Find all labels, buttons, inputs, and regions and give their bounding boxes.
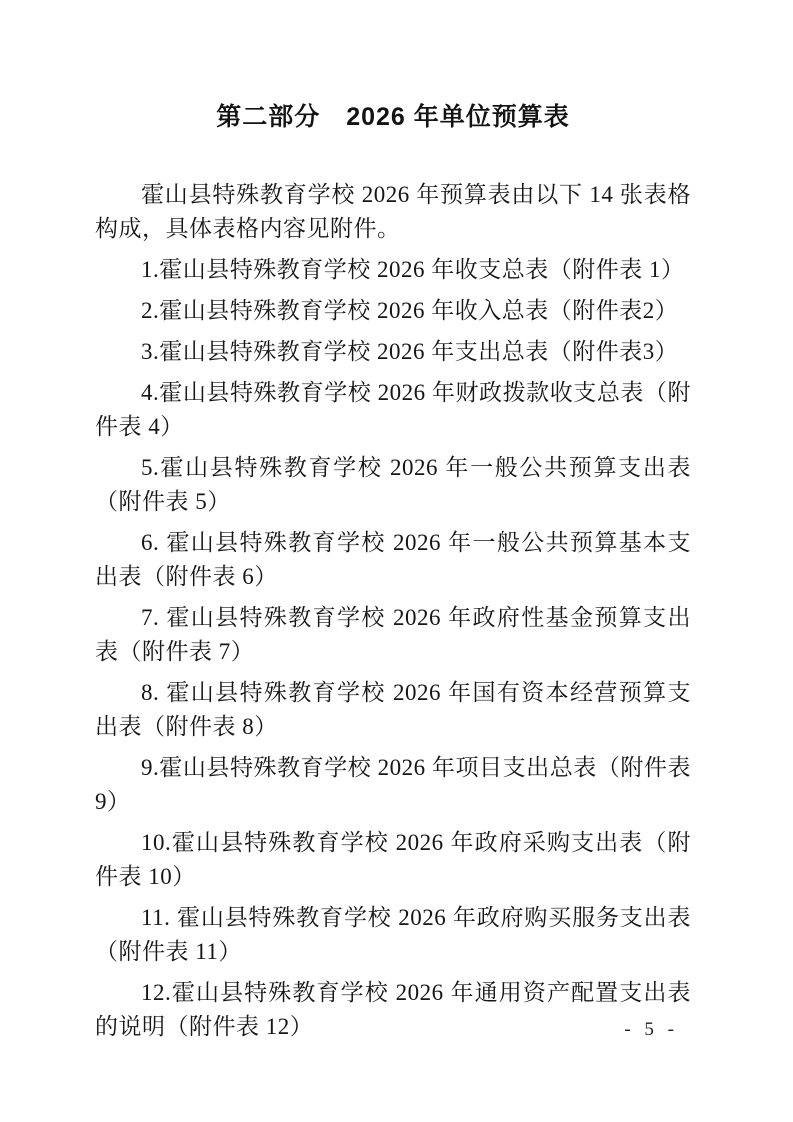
list-item: 11. 霍山县特殊教育学校 2026 年政府购买服务支出表（附件表 11） — [95, 905, 691, 964]
list-item: 7. 霍山县特殊教育学校 2026 年政府性基金预算支出表（附件表 7） — [95, 605, 691, 664]
page-title: 第二部分 2026 年单位预算表 — [216, 103, 570, 131]
list-item: 8. 霍山县特殊教育学校 2026 年国有资本经营预算支出表（附件表 8） — [95, 680, 691, 739]
intro-paragraph: 霍山县特殊教育学校 2026 年预算表由以下 14 张表格构成，具体表格内容见附件。 — [95, 182, 691, 241]
list-item: 1.霍山县特殊教育学校 2026 年收支总表（附件表 1） — [141, 257, 685, 282]
list-item: 6. 霍山县特殊教育学校 2026 年一般公共预算基本支出表（附件表 6） — [95, 530, 691, 589]
list-item: 5.霍山县特殊教育学校 2026 年一般公共预算支出表（附件表 5） — [95, 455, 691, 514]
page-number: - 5 - — [624, 1019, 675, 1040]
list-item: 4.霍山县特殊教育学校 2026 年财政拨款收支总表（附件表 4） — [95, 380, 691, 439]
page-content — [95, 0, 691, 1044]
list-item: 12.霍山县特殊教育学校 2026 年通用资产配置支出表的说明（附件表 12） — [95, 980, 691, 1039]
list-item: 2.霍山县特殊教育学校 2026 年收入总表（附件表2） — [141, 298, 679, 323]
list-item: 9.霍山县特殊教育学校 2026 年项目支出总表（附件表9） — [95, 755, 691, 814]
list-item: 3.霍山县特殊教育学校 2026 年支出总表（附件表3） — [141, 339, 679, 364]
list-item: 10.霍山县特殊教育学校 2026 年政府采购支出表（附件表 10） — [95, 830, 691, 889]
